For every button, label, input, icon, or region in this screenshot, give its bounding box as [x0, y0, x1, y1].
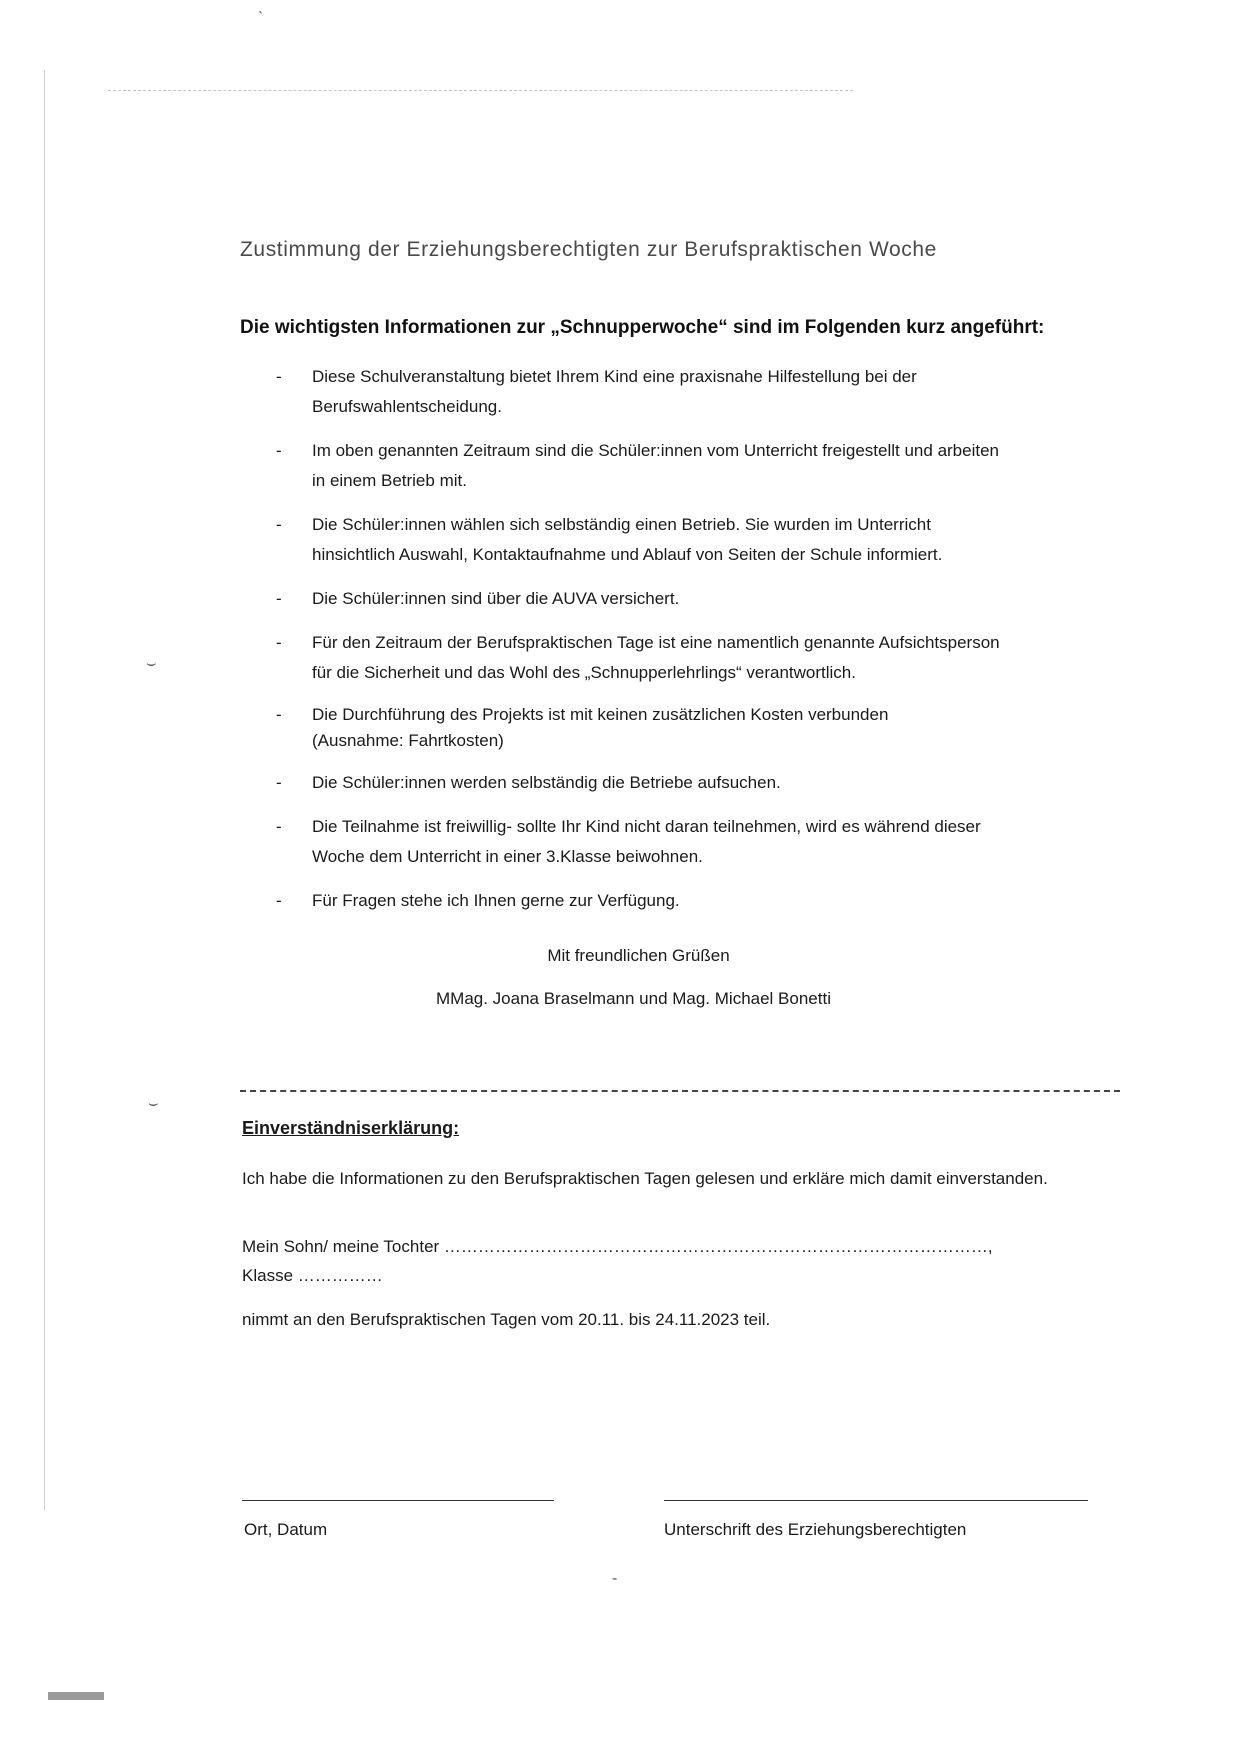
bullet-dash: -: [276, 773, 282, 792]
list-item-text: Berufswahlentscheidung.: [312, 397, 502, 416]
place-date-line[interactable]: [242, 1500, 554, 1501]
list-item: [276, 584, 1136, 614]
cut-line-divider: [240, 1090, 1120, 1092]
intro-heading: Die wichtigsten Informationen zur „Schnupperwoche“ sind im Folgenden kurz angeführt:: [240, 317, 1045, 338]
list-item-text: für die Sicherheit und das Wohl des „Schnupperlehrlings“ verantwortlich.: [312, 663, 856, 682]
list-item: [276, 812, 1136, 872]
closing-greeting: Mit freundlichen Grüßen: [547, 946, 730, 965]
guardian-signature-line[interactable]: [664, 1500, 1088, 1501]
list-item: [276, 768, 1136, 798]
bullet-dash: -: [276, 367, 282, 386]
list-item-text: Die Schüler:innen werden selbständig die Betriebe aufsuchen.: [312, 773, 781, 792]
scan-speck: ⌣: [148, 1095, 159, 1112]
list-item-text: Für Fragen stehe ich Ihnen gerne zur Verfügung.: [312, 891, 680, 910]
signatories: MMag. Joana Braselmann und Mag. Michael Bonetti: [436, 989, 831, 1008]
consent-text: Ich habe die Informationen zu den Berufspraktischen Tagen gelesen und erkläre mich damit einverstanden.: [242, 1169, 1048, 1188]
scan-speck: ˋ: [258, 10, 264, 27]
bullet-dash: -: [276, 705, 282, 724]
list-item-text: Woche dem Unterricht in einer 3.Klasse beiwohnen.: [312, 847, 703, 866]
list-item: [276, 510, 1136, 570]
class-field[interactable]: Klasse ……………: [242, 1266, 383, 1285]
list-item: [276, 436, 1136, 496]
bullet-dash: -: [276, 441, 282, 460]
consent-heading: Einverständniserklärung:: [242, 1118, 460, 1138]
list-item-text: hinsichtlich Auswahl, Kontaktaufnahme und Ablauf von Seiten der Schule informiert.: [312, 545, 943, 564]
list-item-text: Die Schüler:innen sind über die AUVA versichert.: [312, 589, 680, 608]
list-item-text: Die Schüler:innen wählen sich selbständig einen Betrieb. Sie wurden im Unterricht: [312, 515, 931, 534]
list-item-text: Für den Zeitraum der Berufspraktischen Tage ist eine namentlich genannte Aufsichtsperson: [312, 633, 1000, 652]
bullet-dash: -: [276, 633, 282, 652]
list-item-text: Die Durchführung des Projekts ist mit keinen zusätzlichen Kosten verbunden: [312, 705, 889, 724]
place-date-label: Ort, Datum: [244, 1520, 328, 1539]
info-list: [276, 362, 1136, 930]
list-item-text: Die Teilnahme ist freiwillig- sollte Ihr Kind nicht daran teilnehmen, wird es während dieser: [312, 817, 981, 836]
scan-smudge: [48, 1692, 104, 1700]
list-item-text: in einem Betrieb mit.: [312, 471, 467, 490]
list-item: [276, 362, 1136, 422]
list-item-text: (Ausnahme: Fahrtkosten): [312, 731, 504, 750]
list-item: [276, 628, 1136, 688]
bullet-dash: -: [276, 891, 282, 910]
list-item: [276, 886, 1136, 916]
document-title: Zustimmung der Erziehungsberechtigten zur Berufspraktischen Woche: [240, 238, 937, 261]
bullet-dash: -: [276, 515, 282, 534]
guardian-signature-label: Unterschrift des Erziehungsberechtigten: [664, 1520, 967, 1539]
scan-speck: -: [612, 1570, 618, 1587]
scan-top-line: [108, 90, 853, 91]
bullet-dash: -: [276, 817, 282, 836]
bullet-dash: -: [276, 589, 282, 608]
list-item-text: Im oben genannten Zeitraum sind die Schüler:innen vom Unterricht freigestellt und arbeiten: [312, 441, 999, 460]
list-item-text: Diese Schulveranstaltung bietet Ihrem Kind eine praxisnahe Hilfestellung bei der: [312, 367, 917, 386]
list-item: [276, 702, 1136, 754]
participation-statement: nimmt an den Berufspraktischen Tagen vom 20.11. bis 24.11.2023 teil.: [242, 1310, 771, 1329]
scan-edge-line: [44, 70, 45, 1510]
scan-speck: ⌣: [146, 655, 157, 672]
child-name-field[interactable]: Mein Sohn/ meine Tochter ……………………………………………………………………………………,: [242, 1237, 993, 1256]
